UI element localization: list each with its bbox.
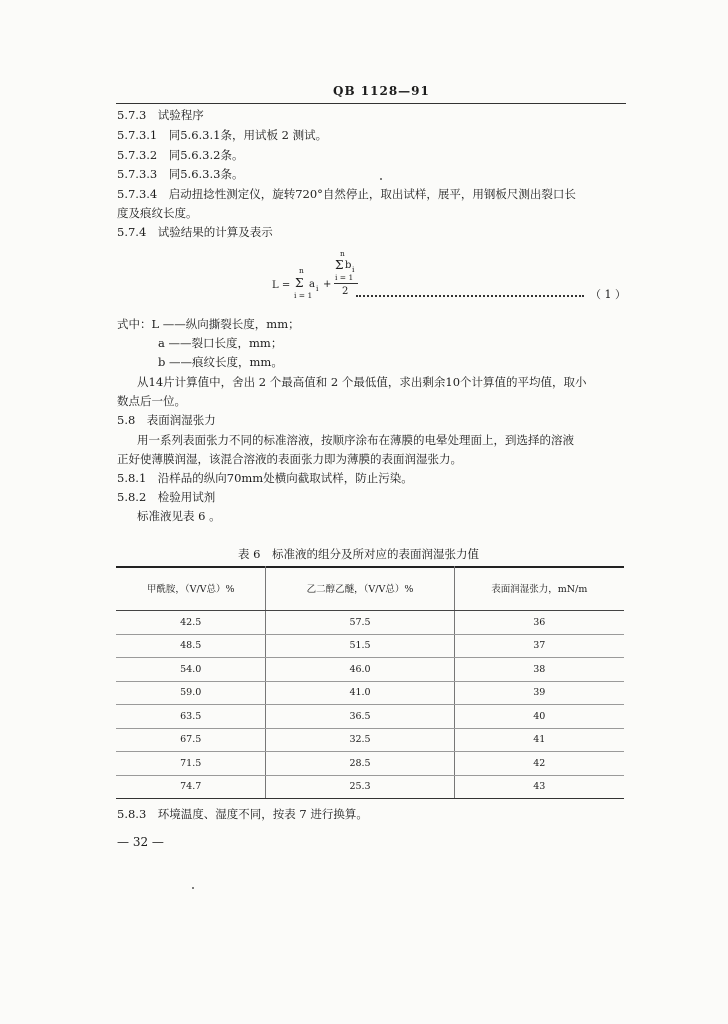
table-cell: 39: [454, 681, 624, 705]
table-header-row: [116, 566, 624, 611]
page-number: — 32 —: [117, 835, 164, 849]
table-cell: 51.5: [266, 634, 454, 658]
paragraph-calc: 从14片计算值中，舍出 2 个最高值和 2 个最低值，求出剩余10个计算值的平均值，取小: [137, 375, 587, 389]
paragraph-wetting: 用一系列表面张力不同的标准溶液，按顺序涂布在薄膜的电晕处理面上，到选择的溶液: [137, 433, 574, 447]
table-cell: 59.0: [116, 681, 266, 705]
table-cell: 25.3: [266, 775, 454, 799]
equation-number: （ 1 ）: [590, 288, 626, 301]
standard-liquid-ref: 标准液见表 6 。: [137, 509, 221, 523]
standard-code-header: QB 1128—91: [333, 84, 430, 98]
section-5-7-3-4-cont: 度及痕纹长度。: [117, 206, 198, 220]
header-formamide: 甲酰胺，（V/V总）%: [116, 566, 266, 611]
table-cell: 40: [454, 705, 624, 729]
table-row: [116, 775, 624, 799]
section-5-8-2: 5.8.2 检验用试剂: [117, 490, 216, 504]
fraction-bar: [334, 283, 358, 284]
table-cell: 67.5: [116, 728, 266, 752]
where-L: 式中：L ——纵向撕裂长度，mm；: [117, 317, 300, 331]
table-cell: 42.5: [116, 611, 266, 635]
table-cell: 28.5: [266, 752, 454, 776]
section-5-8: 5.8 表面润湿张力: [117, 413, 216, 427]
table-row: [116, 611, 624, 635]
where-a: a ——裂口长度，mm；: [158, 336, 283, 350]
table-caption: 表 6 标准液的组分及所对应的表面润湿张力值: [238, 547, 479, 561]
section-5-7-3-2: 5.7.3.2 同5.6.3.2条。: [117, 148, 244, 162]
table-row: [116, 752, 624, 776]
header-rule: [116, 103, 626, 104]
table-cell: 71.5: [116, 752, 266, 776]
table-cell: 42: [454, 752, 624, 776]
table-cell: 46.0: [266, 658, 454, 682]
table-cell: 57.5: [266, 611, 454, 635]
section-5-7-3-1: 5.7.3.1 同5.6.3.1条，用试板 2 测试。: [117, 128, 328, 142]
header-ethylene-glycol-ether: 乙二醇乙醚，（V/V总）%: [266, 566, 454, 611]
table-row: [116, 634, 624, 658]
scan-speck: [192, 887, 194, 889]
table-cell: 38: [454, 658, 624, 682]
where-b: b ——痕纹长度，mm。: [158, 355, 283, 369]
section-5-7-4: 5.7.4 试验结果的计算及表示: [117, 225, 273, 239]
table-cell: 63.5: [116, 705, 266, 729]
table-cell: 43: [454, 775, 624, 799]
section-5-7-3-3: 5.7.3.3 同5.6.3.3条。: [117, 167, 244, 181]
header-wetting-tension: 表面润湿张力，mN/m: [454, 566, 624, 611]
table-cell: 54.0: [116, 658, 266, 682]
table-cell: 37: [454, 634, 624, 658]
table-row: [116, 705, 624, 729]
section-5-8-1: 5.8.1 沿样品的纵向70mm处横向截取试样，防止污染。: [117, 471, 413, 485]
table-cell: 41: [454, 728, 624, 752]
table-cell: 32.5: [266, 728, 454, 752]
standard-liquid-table: [116, 566, 624, 799]
table-row: [116, 681, 624, 705]
table-cell: 41.0: [266, 681, 454, 705]
paragraph-wetting-cont: 正好使薄膜润湿，该混合溶液的表面张力即为薄膜的表面润湿张力。: [117, 452, 462, 466]
section-5-7-3: 5.7.3 试验程序: [117, 108, 204, 122]
table-cell: 36.5: [266, 705, 454, 729]
table-row: [116, 658, 624, 682]
section-5-7-3-4: 5.7.3.4 启动扭捻性测定仪，旋转720°自然停止，取出试样，展平，用钢板尺测出裂口长: [117, 187, 576, 201]
scan-speck: [380, 178, 382, 180]
table-row: [116, 728, 624, 752]
section-5-8-3: 5.8.3 环境温度、湿度不同，按表 7 进行换算。: [117, 807, 368, 821]
paragraph-calc-cont: 数点后一位。: [117, 394, 186, 408]
table-cell: 48.5: [116, 634, 266, 658]
document-page: QB 1128—91 5.7.3 试验程序 5.7.3.1 同5.6.3.1条，用试板 2 测试。 5.7.3.2 同5.6.3.2条。 5.7.3.3 同5.6.3.3条。 5.7.3.4 启动扭捻性测定仪，旋转720°自然停止，取出试样，展平，用钢板尺测出裂口长 度及痕纹长度。 5.7.4 试验结果的计算及表示 L = n Σ i = 1 a i + n Σ b i i = 1 2 （ 1 ） 式中：L ——纵向撕裂长度，mm； a ——裂口长度，mm； b ——痕纹长度，mm。 从14片计算值中，舍出 2 个最高值和 2 个最低值，求出剩余10个计算值的平均值，取小 数点后一位。 5.8 表面润湿张力 用一系列表面张力不同的标准溶液，按顺序涂布在薄膜的电晕处理面上，到选择的溶液 正好使薄膜润湿，该混合溶液的表面张力即为薄膜的表面润湿张力。 5.8.1 沿样品的纵向70mm处横向截取试样，防止污染。 5.8.2 检验用试剂 标准液见表 6 。 表 6 标准液的组分及所对应的表面润湿张力值 甲酰胺，（V/V总）% 乙二醇乙醚，（V/V总）% 表面润湿张力，mN/m 42.5 57.5 36 48.5 51.5 37 54.0 46.0 38 59.0 41.0 39 63.5 36.5 40 67.5 32.5 41 71.5 28.5 42 74.7 25.3 43 5.8.3 环境温度、湿度不同，按表 7 进行换算。 — 32 —: [0, 0, 728, 1024]
table-cell: 74.7: [116, 775, 266, 799]
table-cell: 36: [454, 611, 624, 635]
